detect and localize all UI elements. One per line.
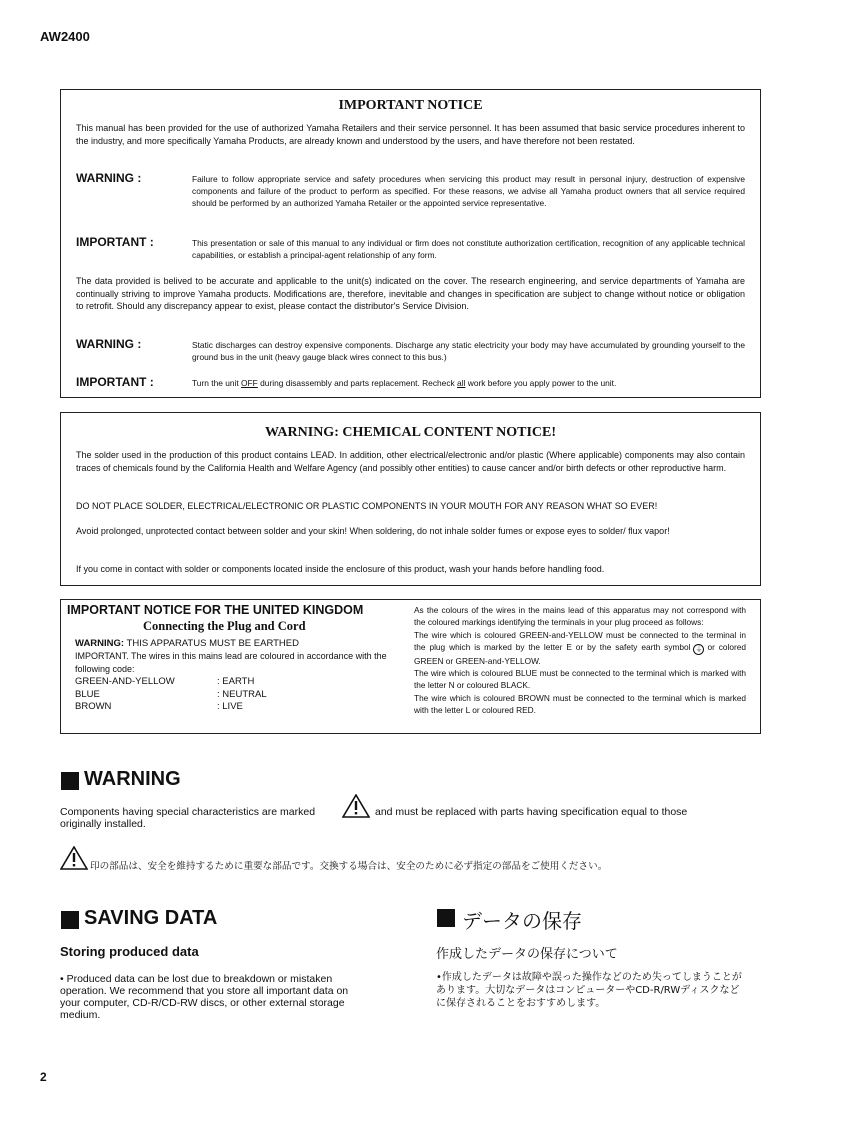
code-meaning: : NEUTRAL [217, 689, 267, 700]
code-color: BROWN [75, 701, 112, 712]
saving-jp-bullet: •作成したデータは故障や誤った操作などのため失ってしまうことがあります。大切なデータはコンピューターやCD-R/RWディスクなどに保存されることをおすすめします。 [436, 972, 742, 1009]
uk-right-paragraph-2-end: or colored GREEN or GREEN-and-YELLOW. [414, 641, 746, 666]
uk-important-text: IMPORTANT. The wires in this mains lead are coloured in accordance with the following code: [75, 651, 387, 674]
warning-japanese-text: 印の部品は、安全を維持するために重要な部品です。交換する場合は、安全のために必ず指定の部品をご使用ください。 [90, 861, 608, 872]
important-notice-box [60, 89, 761, 398]
uk-warning-line [75, 638, 299, 649]
off-underlined: OFF [241, 378, 258, 388]
important-label-2: IMPORTANT : [76, 375, 154, 389]
page-number: 2 [40, 1070, 47, 1084]
code-row [75, 676, 254, 689]
saving-subtitle: Storing produced data [60, 944, 199, 959]
uk-notice-title: IMPORTANT NOTICE FOR THE UNITED KINGDOM [67, 603, 364, 617]
uk-warning-label: WARNING: [75, 638, 125, 649]
caution-triangle-icon-jp [60, 846, 88, 870]
uk-right-paragraph-2-start: The wire which is coloured GREEN-and-YELLOW must be connected to the terminal in the plug which is marked by the letter E or by the safety earth symbol [414, 629, 746, 652]
uk-notice-box [60, 599, 761, 734]
uk-right-paragraph-4: The wire which is coloured BROWN must be connected to the terminal which is marked with the letter L or coloured RED. [414, 692, 746, 716]
code-meaning: : EARTH [217, 676, 255, 687]
model-name: AW2400 [40, 29, 90, 44]
notice-intro: This manual has been provided for the use of authorized Yamaha Retailers and their service personnel. It has been assumed that basic service procedures inherent to the industry, and more specifically Yamaha Products, are already known and understood by the users, and have therefore not been restated. [76, 123, 745, 146]
warning-square-icon [61, 772, 79, 790]
uk-right-paragraph-2 [414, 629, 746, 668]
uk-warning-text: THIS APPARATUS MUST BE EARTHED [124, 638, 299, 649]
uk-right-paragraph-3: The wire which is coloured BLUE must be connected to the terminal which is marked with the letter N or coloured BLACK. [414, 668, 746, 691]
important-label-1: IMPORTANT : [76, 235, 154, 249]
saving-jp-subtitle: 作成したデータの保存について [436, 947, 618, 962]
saving-bullet: • Produced data can be lost due to breakdown or mistaken operation. We recommend that you store all important data on your computer, CD-R/CD-RW discs, or other external storage medium. [60, 973, 349, 1021]
saving-jp-heading: データの保存 [462, 909, 582, 933]
warning-text-2: Static discharges can destroy expensive components. Discharge any static electricity your body may have accumulated by grounding yourself to the ground bus in the unit (heavy gauge black wires connect to this bus.) [192, 340, 745, 362]
uk-right-column [414, 604, 746, 716]
chemical-paragraph-3: Avoid prolonged, unprotected contact between solder and your skin! When soldering, do not inhale solder fumes or expose eyes to solder/ flux vapor! [76, 526, 670, 536]
warning-heading: WARNING [84, 768, 181, 790]
code-meaning: : LIVE [217, 701, 243, 712]
saving-square-icon [61, 911, 79, 929]
chemical-paragraph-2: DO NOT PLACE SOLDER, ELECTRICAL/ELECTRONIC OR PLASTIC COMPONENTS IN YOUR MOUTH FOR ANY REASON WHAT SO EVER! [76, 501, 658, 511]
uk-notice-subtitle: Connecting the Plug and Cord [143, 619, 306, 633]
chemical-notice-box [60, 412, 761, 586]
chemical-paragraph-4: If you come in contact with solder or components located inside the enclosure of this product, wash your hands before handling food. [76, 564, 605, 574]
important-text-2-end: work before you apply power to the unit. [465, 378, 617, 388]
uk-right-paragraph-1: As the colours of the wires in the mains lead of this apparatus may not correspond with the coloured markings identifying the terminals in your plug proceed as follows: [414, 605, 746, 628]
code-row [75, 689, 267, 702]
saving-heading: SAVING DATA [84, 907, 218, 929]
important-text-1: This presentation or sale of this manual to any individual or firm does not constitute authorization certification, recognition of any applicable technical capabilities, or establish a principal-agent relationship of any form. [192, 238, 745, 260]
code-color: GREEN-AND-YELLOW [75, 676, 175, 687]
important-text-2-middle: during disassembly and parts replacement. Recheck [257, 378, 458, 388]
chemical-paragraph-1: The solder used in the production of this product contains LEAD. In addition, other electrical/electronic and/or plastic (Where applicable) components may also contain traces of chemicals found by the California Health and Welfare Agency (and possibly other entities) to cause cancer and/or birth defects or other reproductive harm. [76, 450, 745, 473]
code-row [75, 701, 243, 714]
code-color: BLUE [75, 689, 100, 700]
warning-components-text-end: and must be replaced with parts having specification equal to those [375, 806, 688, 818]
earth-symbol-icon: ⏚ [695, 645, 703, 653]
important-notice-title: IMPORTANT NOTICE [338, 98, 483, 113]
warning-components-text-line2: originally installed. [60, 818, 146, 830]
warning-label-2: WARNING : [76, 337, 142, 351]
data-accuracy-text: The data provided is belived to be accurate and applicable to the unit(s) indicated on the cover. The research engineering, and service departments of Yamaha are continually striving to improve Yamaha products. Modifications are, therefore, inevitable and changes in specification are subject to change without notice or obligation to retrofit. Should any discrepancy appear to exist, please contact the distributor's Service Division. [76, 276, 745, 312]
important-text-2 [192, 377, 745, 389]
warning-label-1: WARNING : [76, 171, 142, 185]
warning-components-text-start: Components having special characteristics are marked [60, 806, 316, 818]
all-underlined: all [457, 378, 466, 388]
important-text-2-start: Turn the unit [192, 378, 242, 388]
chemical-notice-title: WARNING: CHEMICAL CONTENT NOTICE! [264, 425, 557, 440]
saving-jp-square-icon [437, 909, 455, 927]
warning-text-1: Failure to follow appropriate service and safety procedures when servicing this product may result in personal injury, destruction of expensive components and failure of the product to perform as specified. For these reasons, we advise all Yamaha product owners that all service required should be performed by an authorized Yamaha Retailer or the appointed service representative. [192, 174, 745, 208]
caution-triangle-icon [342, 794, 370, 818]
